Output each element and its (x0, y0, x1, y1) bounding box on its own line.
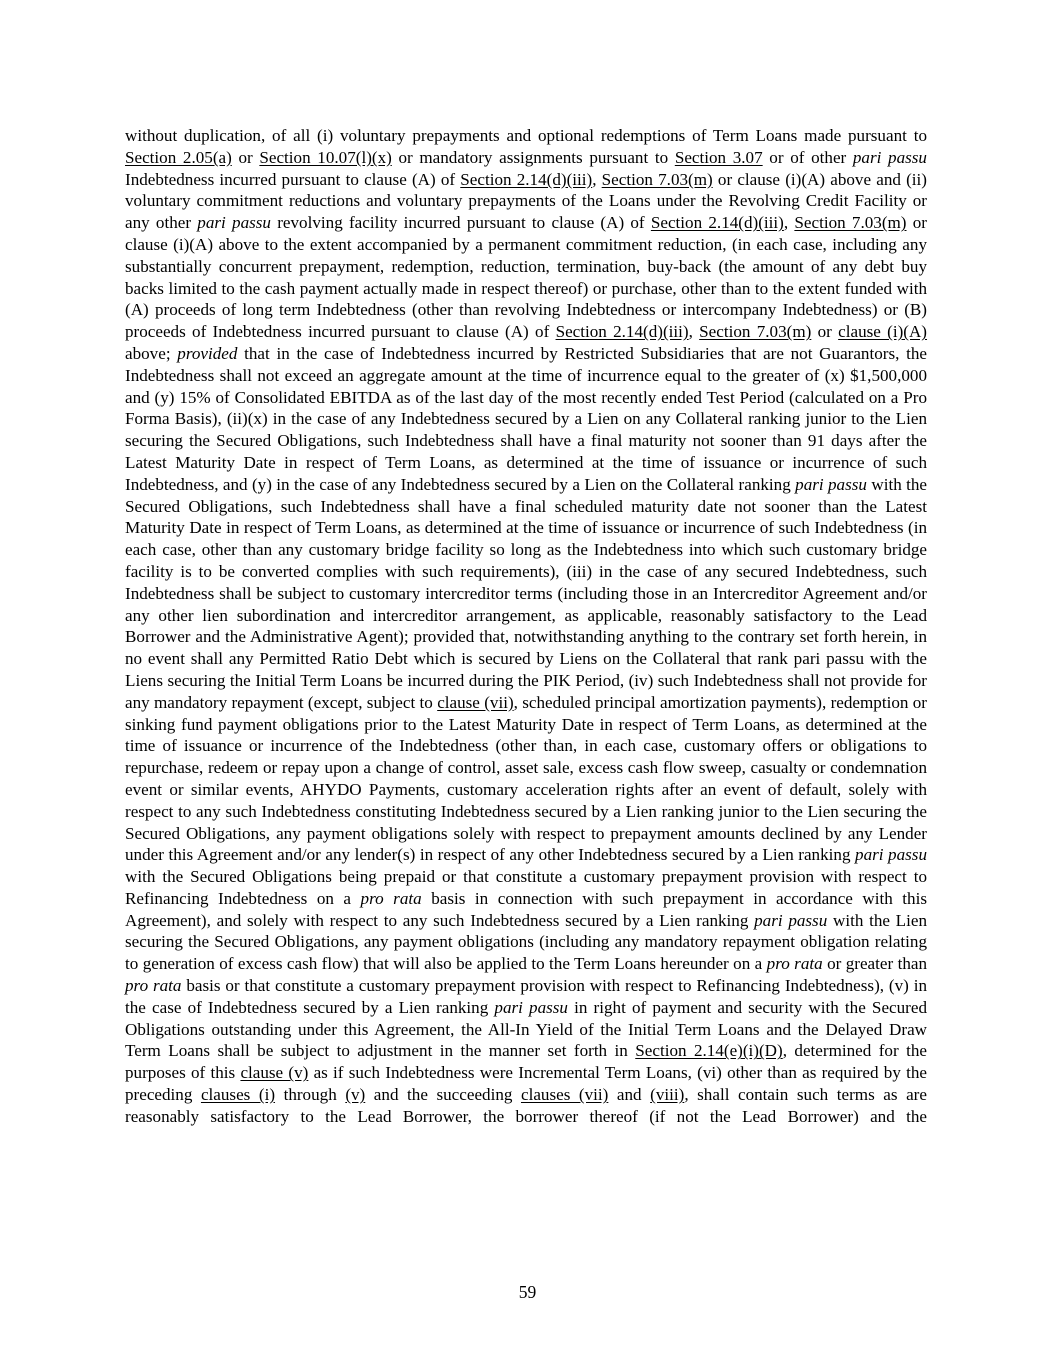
text-run: in right of payment and security with the Secured Obligations outstanding under this Agreement, the All-In Yield of the Initial Term Loans and the Delayed Draw Term Loans shall be subject to adjustment in the manner set forth in (125, 997, 927, 1061)
text-run: or clause (i)(A) above and (ii) voluntary commitment reductions and voluntary prepayments of the Loans under the Revolving Credit Facility or any other (125, 169, 927, 233)
text-run: with the Secured Obligations being prepaid or that constitute a customary prepayment provision with respect to Refinancing Indebtedness on a (125, 867, 927, 908)
italic-term: pro rata (766, 954, 823, 974)
text-run: without duplication, of all (i) voluntary prepayments and optional redemptions of Term Loans made pursuant to (125, 126, 927, 145)
text-run: as if such Indebtedness were Incremental Term Loans, (vi) other than as required by the preceding (125, 1063, 927, 1105)
cross-reference-link[interactable]: clauses (vii) (520, 1085, 609, 1105)
text-run: , (592, 169, 602, 189)
cross-reference-link[interactable]: Section 2.14(d)(iii) (460, 169, 593, 189)
text-run: or (811, 322, 839, 342)
cross-reference-link[interactable]: (v) (345, 1085, 366, 1105)
text-run: that in the case of Indebtedness incurred by Restricted Subsidiaries that are not Guarantors, the Indebtedness shall not exceed an aggregate amount at the time of incurrence equal to the greater of (x) $1,500,000 and (y) 15% of Consolidated EBITDA as of the last day of the most recently ended Test Period (calculated on a Pro Forma Basis), (ii)(x) in the case of any Indebtedness secured by a Lien on any Collateral ranking junior to the Lien securing the Secured Obligations, such Indebtedness shall have a final maturity not sooner than 91 days after the Latest Maturity Date in respect of Term Loans, as determined at the time of issuance or incurrence of such Indebtedness, and (y) in the case of any Indebtedness secured by a Lien on the Collateral ranking (125, 343, 927, 494)
cross-reference-link[interactable]: Section 2.14(e)(i)(D) (635, 1041, 783, 1061)
text-run: , shall contain such terms as are reasonably satisfactory to the Lead Borrower, the borrower thereof (if not the Lead Borrower) and the (125, 1085, 927, 1126)
italic-term: pari passu (197, 213, 271, 233)
text-run: basis in connection with such prepayment in accordance with this Agreement), and solely with respect to any such Indebtedness secured by a Lien ranking (125, 888, 928, 930)
text-run: Indebtedness incurred pursuant to clause (A) of (125, 169, 461, 189)
italic-term: pari passu (855, 845, 927, 865)
text-run: , determined for the purposes of this (125, 1041, 927, 1083)
text-run: or greater than (822, 954, 927, 974)
italic-term: pro rata (125, 976, 182, 996)
text-run: above; (125, 343, 178, 363)
cross-reference-link[interactable]: Section 2.14(d)(iii) (650, 213, 784, 233)
text-run: basis or that constitute a customary prepayment provision with respect to Refinancing Indebtedness), (v) in the case of Indebtedness secured by a Lien ranking (125, 976, 927, 1017)
text-run: , (688, 322, 700, 342)
italic-term: pari passu (754, 910, 828, 930)
italic-term: pari passu (795, 474, 867, 494)
cross-reference-link[interactable]: Section 3.07 (674, 147, 763, 167)
text-run: or mandatory assignments pursuant to (391, 147, 675, 167)
cross-reference-link[interactable]: (viii) (650, 1085, 685, 1105)
text-run: with the Secured Obligations, such Indebtedness shall have a final scheduled maturity date not sooner than the Latest Maturity Date in respect of Term Loans, as determined at the time of issuance or incurrence of such Indebtedness (in each case, other than any customary bridge facility so long as the Indebtedness into which such customary bridge facility is to be converted complies with such requirements), (iii) in the case of any secured Indebtedness, such Indebtedness shall be subject to customary intercreditor terms (including those in an Intercreditor Agreement and/or any other lien subordination and intercreditor arrangement, as applicable, reasonably satisfactory to the Lead Borrower and the Administrative Agent); provided that, notwithstanding anything to the contrary set forth herein, in no event shall any Permitted Ratio Debt which is secured by Liens on the Collateral that rank pari passu with the Liens securing the Initial Term Loans be incurred during the PIK Period, (iv) such Indebtedness shall not provide for any mandatory repayment (except, subject to (125, 474, 928, 712)
text-run: , scheduled principal amortization payments), redemption or sinking fund payment obligations prior to the Latest Maturity Date in respect of Term Loans, as determined at the time of issuance or incurrence of the Indebtedness (other than, in each case, customary offers or obligations to repurchase, redeem or repay upon a change of control, asset sale, excess cash flow sweep, casualty or condemnation event or similar events, AHYDO Payments, customary acceleration rights after an event of default, solely with respect to any such Indebtedness constituting Indebtedness secured by a Lien ranking junior to the Lien securing the Secured Obligations, any payment obligations solely with respect to prepayment amounts declined by any Lender under this Agreement and/or any lender(s) in respect of any other Indebtedness secured by a Lien ranking (125, 692, 927, 865)
italic-term: pari passu (852, 147, 927, 167)
text-run: or of other (762, 147, 853, 167)
italic-term: pari passu (494, 997, 568, 1017)
text-run: with the Lien securing the Secured Obligations, any payment obligations (including any mandatory repayment obligation relating to generation of excess cash flow) that will also be applied to the Term Loans hereunder on a (125, 910, 927, 974)
italic-term: pro rata (360, 888, 422, 908)
cross-reference-link[interactable]: clauses (i) (200, 1085, 276, 1105)
text-run: and (608, 1085, 651, 1105)
text-run: through (275, 1085, 346, 1105)
cross-reference-link[interactable]: Section 10.07(l)(x) (259, 147, 392, 167)
cross-reference-link[interactable]: Section 2.05(a) (125, 147, 232, 167)
cross-reference-link[interactable]: Section 7.03(m) (794, 213, 907, 233)
text-run: and the succeeding (365, 1085, 521, 1105)
italic-term: provided (177, 343, 238, 363)
cross-reference-link[interactable]: clause (v) (240, 1063, 309, 1083)
cross-reference-link[interactable]: Section 7.03(m) (601, 169, 713, 189)
cross-reference-link[interactable]: Section 2.14(d)(iii) (555, 322, 689, 342)
text-run: , (783, 213, 795, 233)
page-number: 59 (518, 1282, 537, 1302)
text-run: revolving facility incurred pursuant to clause (A) of (270, 213, 651, 233)
text-run: or (231, 147, 260, 167)
cross-reference-link[interactable]: clause (vii) (437, 692, 514, 712)
cross-reference-link[interactable]: clause (i)(A) (838, 322, 927, 342)
text-run: or clause (i)(A) above to the extent accompanied by a permanent commitment reduction, (in each case, including any substantially concurrent prepayment, redemption, reduction, termination, buy-back (the amount of any debt buy backs limited to the cash payment actually made in respect thereof) or purchase, other than to the extent funded with (A) proceeds of long term Indebtedness (other than revolving Indebtedness or intercompany Indebtedness) or (B) proceeds of Indebtedness incurred pursuant to clause (A) of (125, 213, 927, 342)
body-paragraph (125, 125, 927, 1128)
cross-reference-link[interactable]: Section 7.03(m) (699, 322, 812, 342)
